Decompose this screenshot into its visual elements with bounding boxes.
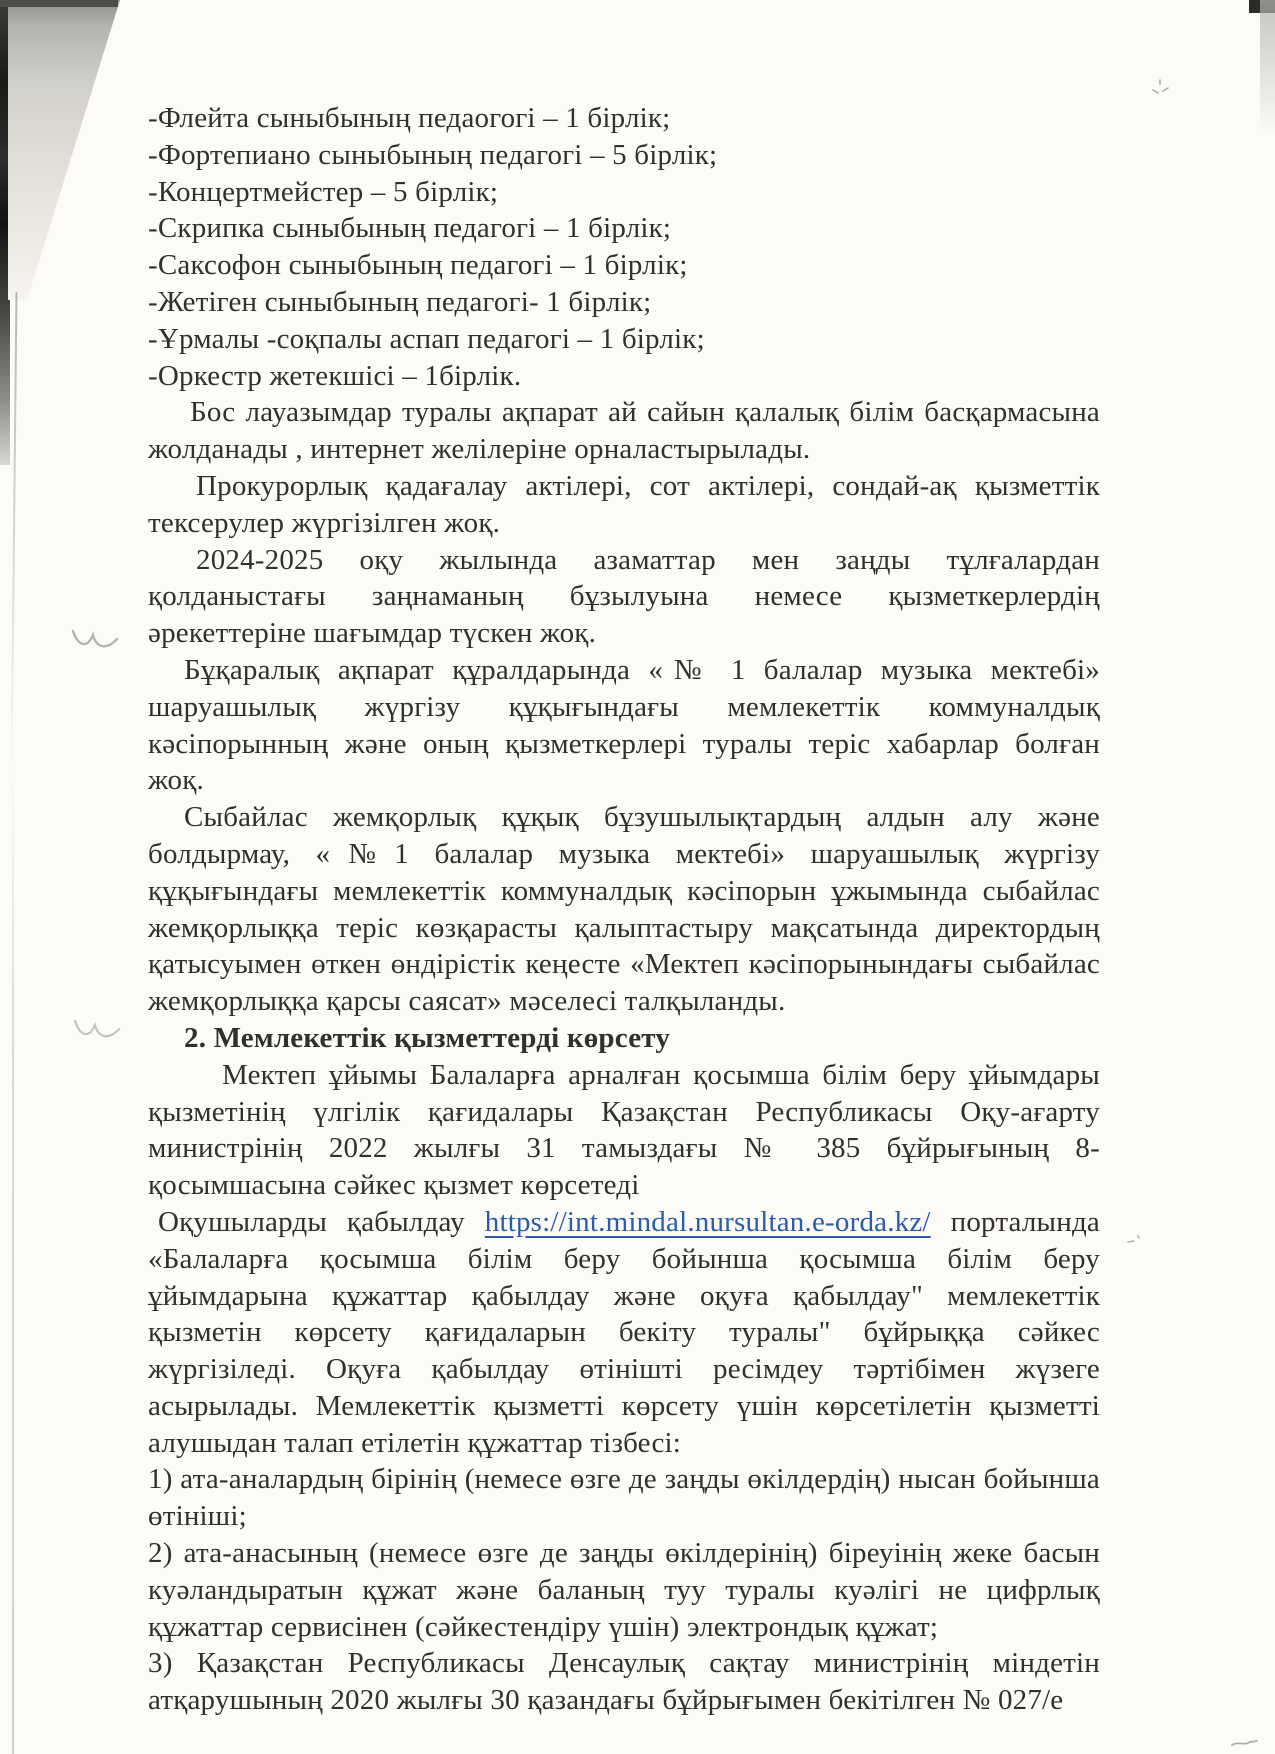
scan-smear (1260, 0, 1275, 135)
pencil-speck (1150, 78, 1172, 98)
vacancy-line: -Флейта сыныбының педаогогі – 1 бірлік; (148, 102, 671, 134)
document-list-item-3: 3) Қазақстан Республикасы Денсаулық сақтау министрінің міндетін атқарушының 2020 жылғы 30 қазандағы бұйрығымен бекітілген № 027/е (148, 1647, 1100, 1717)
page-edge-line-lower (12, 760, 14, 1754)
page-edge-line (10, 292, 17, 772)
pencil-speck (1126, 1232, 1144, 1246)
document-list-item-1: 1) ата-аналардың бірінің (немесе өзге де заңды өкілдердің) нысан бойынша өтініші; (148, 1463, 1100, 1533)
section-heading-state-services: 2. Мемлекеттік қызметтерді көрсету (184, 1021, 671, 1054)
vacancy-line: -Жетіген сыныбының педагогі- 1 бірлік; (148, 285, 652, 318)
page-corner-fold (8, 0, 120, 300)
paragraph-school-rules: Мектеп ұйымы Балаларға арналған қосымша білім беру ұйымдары қызметінің үлгілік қағидалары Қазақстан Республикасы Оқу-ағарту министрінің 2022 жылғы 31 тамыздағы № 385 бұйрығының 8-қосымшасына сәйкес қызмет көрсетеді (148, 1058, 1100, 1202)
vacancy-line: -Фортепиано сыныбының педагогі – 5 бірлік; (148, 138, 718, 171)
vacancy-line: -Скрипка сыныбының педагогі – 1 бірлік; (148, 212, 672, 245)
paragraph-media-coverage: Бұқаралық ақпарат құралдарында «№ 1 балалар музыка мектебі» шаруашылық жүргізу құқығындағы мемлекеттік коммуналдық кәсіпорынның және оның қызметкерлері туралы теріс хабарлар болған жоқ. (148, 653, 1100, 797)
admission-text-before-link: Оқушыларды қабылдау (158, 1205, 465, 1238)
document-text-block (148, 100, 1100, 1719)
pencil-speck (1230, 1736, 1260, 1750)
paragraph-complaints: 2024-2025 оқу жылында азаматтар мен заңды тұлғалардан қолданыстағы заңнаманың бұзылуына немесе қызметкерлердің әрекеттеріне шағымдар түскен жоқ. (148, 543, 1100, 650)
paragraph-admission (148, 1204, 1100, 1462)
vacancy-line: -Саксофон сыныбының педагогі – 1 бірлік; (148, 249, 688, 282)
pencil-mark (72, 1012, 126, 1046)
vacancy-line: -Концертмейстер – 5 бірлік; (148, 175, 499, 208)
admission-text-after-link: порталында «Балаларға қосымша білім беру бойынша қосымша білім беру ұйымдарына құжаттар қабылдау және оқуға қабылдау" мемлекеттік қызметін көрсету қағидаларын бекіту туралы" бұйрыққа сәйкес жүргізіледі. Оқуға қабылдау өтінішті ресімдеу тәртібімен жүзеге асырылады. Мемлекеттік қызметті көрсету үшін көрсетілетін қызметті алушыдан талап етілетін құжаттар тізбесі: (148, 1205, 1100, 1459)
admission-portal-link[interactable]: https://int.mindal.nursultan.e-orda.kz/ (484, 1205, 931, 1238)
paragraph-anticorruption: Сыбайлас жемқорлық құқық бұзушылықтардың алдын алу және болдырмау, «№1 балалар музыка мектебі» шаруашылық жүргізу құқығындағы мемлекеттік коммуналдық кәсіпорын ұжымында сыбайлас жемқорлыққа теріс көзқарасты қалыптастыру мақсатында директордың қатысуымен өткен өндірістік кеңесте «Мектеп кәсіпорынындағы сыбайлас жемқорлыққа қарсы саясат» мәселесі талқыланды. (148, 801, 1100, 1018)
vacancy-line: -Оркестр жетекшісі – 1бірлік. (148, 359, 522, 392)
document-list-item-2: 2) ата-анасының (немесе өзге де заңды өкілдерінің) біреуінің жеке басын куәландыратын құжат және баланың туу туралы куәлігі не цифрлық құжаттар сервисінен (сәйкестендіру үшін) электрондық құжат; (148, 1537, 1100, 1643)
scan-top-edge (0, 0, 118, 7)
vacancy-line: -Ұрмалы -соқпалы аспап педагогі – 1 бірлік; (148, 322, 705, 355)
vacancy-list (148, 100, 1100, 394)
pencil-mark (70, 622, 124, 656)
paragraph-prosecutor-audits: Прокурорлық қадағалау актілері, сот актілері, сондай-ақ қызметтік тексерулер жүргізілген жоқ. (148, 469, 1100, 539)
paragraph-vacancy-info: Бос лауазымдар туралы ақпарат ай сайын қалалық білім басқармасына жолданады , интернет желілеріне орналастырылады. (148, 396, 1100, 466)
